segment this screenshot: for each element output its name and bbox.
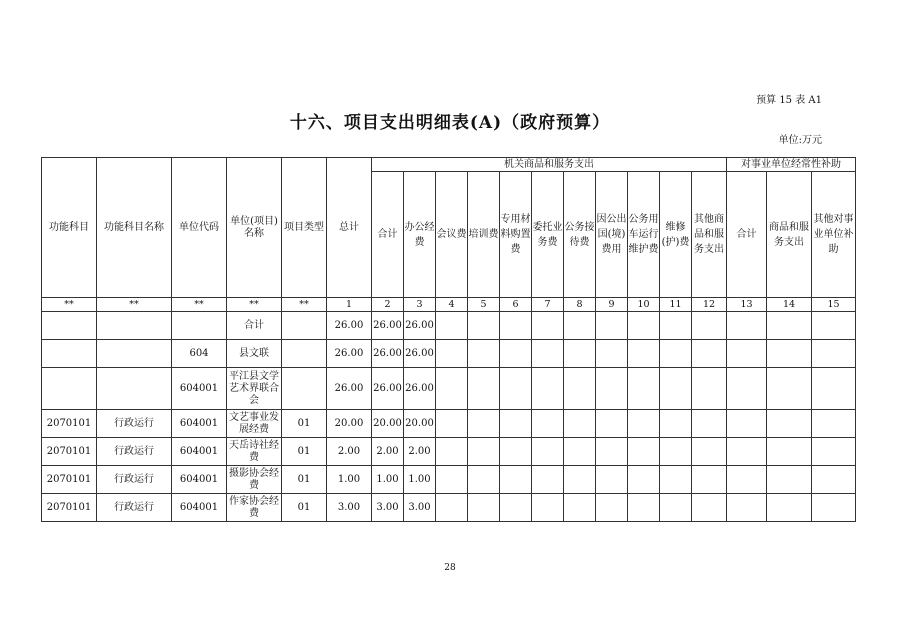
empty-cell bbox=[564, 494, 596, 522]
index-cell: 14 bbox=[767, 298, 812, 312]
empty-cell bbox=[532, 438, 564, 466]
table-row bbox=[42, 410, 856, 438]
unit-name-cell: 平江县文学艺术界联合会 bbox=[227, 368, 282, 410]
subtotal-cell: 26.00 bbox=[372, 340, 404, 368]
header-material-fee: 专用材料购置费 bbox=[500, 172, 532, 298]
empty-cell bbox=[500, 312, 532, 340]
empty-cell bbox=[436, 312, 468, 340]
empty-cell bbox=[727, 466, 767, 494]
total-cell: 2.00 bbox=[327, 438, 372, 466]
empty-cell bbox=[628, 410, 660, 438]
project-type-cell bbox=[282, 312, 327, 340]
empty-cell bbox=[767, 466, 812, 494]
empty-cell bbox=[500, 494, 532, 522]
empty-cell bbox=[767, 368, 812, 410]
empty-cell bbox=[532, 494, 564, 522]
function-code-cell: 2070101 bbox=[42, 410, 97, 438]
page-title: 十六、项目支出明细表(A)（政府预算） bbox=[289, 113, 611, 133]
empty-cell bbox=[727, 438, 767, 466]
subtotal-cell: 1.00 bbox=[372, 466, 404, 494]
empty-cell bbox=[628, 312, 660, 340]
function-code-cell: 2070101 bbox=[42, 466, 97, 494]
header-other-goods: 其他商品和服务支出 bbox=[692, 172, 727, 298]
total-cell: 20.00 bbox=[327, 410, 372, 438]
empty-cell bbox=[532, 410, 564, 438]
function-code-cell bbox=[42, 340, 97, 368]
empty-cell bbox=[468, 368, 500, 410]
empty-cell bbox=[660, 340, 692, 368]
subtotal-cell: 3.00 bbox=[372, 494, 404, 522]
unit-code-cell: 604001 bbox=[172, 368, 227, 410]
project-type-cell bbox=[282, 340, 327, 368]
empty-cell bbox=[812, 466, 856, 494]
empty-cell bbox=[596, 312, 628, 340]
empty-cell bbox=[692, 368, 727, 410]
empty-cell bbox=[767, 438, 812, 466]
empty-cell bbox=[564, 466, 596, 494]
index-cell: 5 bbox=[468, 298, 500, 312]
unit-label: 单位:万元 bbox=[778, 135, 822, 146]
function-code-cell: 2070101 bbox=[42, 438, 97, 466]
group-header-goods-services: 机关商品和服务支出 bbox=[372, 158, 727, 172]
empty-cell bbox=[500, 340, 532, 368]
empty-cell bbox=[596, 438, 628, 466]
empty-cell bbox=[532, 312, 564, 340]
empty-cell bbox=[500, 466, 532, 494]
header-overseas-fee: 因公出国(境)费用 bbox=[596, 172, 628, 298]
empty-cell bbox=[692, 340, 727, 368]
index-cell: ** bbox=[97, 298, 172, 312]
page-number: 28 bbox=[444, 563, 456, 573]
unit-name-cell: 文艺事业发展经费 bbox=[227, 410, 282, 438]
function-name-cell: 行政运行 bbox=[97, 494, 172, 522]
empty-cell bbox=[532, 466, 564, 494]
total-cell: 1.00 bbox=[327, 466, 372, 494]
empty-cell bbox=[468, 494, 500, 522]
total-cell: 3.00 bbox=[327, 494, 372, 522]
project-type-cell: 01 bbox=[282, 438, 327, 466]
header-function-name: 功能科目名称 bbox=[97, 158, 172, 298]
empty-cell bbox=[500, 410, 532, 438]
project-type-cell: 01 bbox=[282, 466, 327, 494]
office-fee-cell: 20.00 bbox=[404, 410, 436, 438]
empty-cell bbox=[628, 438, 660, 466]
index-cell: 3 bbox=[404, 298, 436, 312]
unit-code-cell: 604001 bbox=[172, 466, 227, 494]
index-cell: 2 bbox=[372, 298, 404, 312]
subtotal-cell: 26.00 bbox=[372, 368, 404, 410]
function-code-cell bbox=[42, 312, 97, 340]
empty-cell bbox=[596, 494, 628, 522]
total-cell: 26.00 bbox=[327, 340, 372, 368]
function-name-cell: 行政运行 bbox=[97, 438, 172, 466]
empty-cell bbox=[564, 438, 596, 466]
header-commission-fee: 委托业务费 bbox=[532, 172, 564, 298]
index-cell: 1 bbox=[327, 298, 372, 312]
empty-cell bbox=[692, 466, 727, 494]
office-fee-cell: 2.00 bbox=[404, 438, 436, 466]
project-type-cell: 01 bbox=[282, 494, 327, 522]
group-header-subsidy: 对事业单位经常性补助 bbox=[727, 158, 856, 172]
header-subsidy-goods: 商品和服务支出 bbox=[767, 172, 812, 298]
office-fee-cell: 26.00 bbox=[404, 312, 436, 340]
subtotal-cell: 2.00 bbox=[372, 438, 404, 466]
empty-cell bbox=[660, 368, 692, 410]
empty-cell bbox=[727, 340, 767, 368]
empty-cell bbox=[436, 410, 468, 438]
function-code-cell bbox=[42, 368, 97, 410]
empty-cell bbox=[468, 438, 500, 466]
empty-cell bbox=[812, 494, 856, 522]
unit-code-cell bbox=[172, 312, 227, 340]
index-cell: 6 bbox=[500, 298, 532, 312]
unit-code-cell: 604001 bbox=[172, 494, 227, 522]
empty-cell bbox=[436, 340, 468, 368]
index-cell: 13 bbox=[727, 298, 767, 312]
empty-cell bbox=[727, 312, 767, 340]
empty-cell bbox=[692, 438, 727, 466]
index-cell: 4 bbox=[436, 298, 468, 312]
header-meeting-fee: 会议费 bbox=[436, 172, 468, 298]
empty-cell bbox=[767, 340, 812, 368]
index-cell: 9 bbox=[596, 298, 628, 312]
empty-cell bbox=[500, 368, 532, 410]
empty-cell bbox=[660, 410, 692, 438]
index-row bbox=[42, 298, 856, 312]
empty-cell bbox=[628, 340, 660, 368]
empty-cell bbox=[812, 312, 856, 340]
index-cell: ** bbox=[282, 298, 327, 312]
unit-name-cell: 天岳诗社经费 bbox=[227, 438, 282, 466]
empty-cell bbox=[660, 494, 692, 522]
empty-cell bbox=[532, 368, 564, 410]
header-reception-fee: 公务接待费 bbox=[564, 172, 596, 298]
table-row bbox=[42, 438, 856, 466]
empty-cell bbox=[692, 410, 727, 438]
empty-cell bbox=[812, 340, 856, 368]
office-fee-cell: 3.00 bbox=[404, 494, 436, 522]
header-project-type: 项目类型 bbox=[282, 158, 327, 298]
table-row bbox=[42, 340, 856, 368]
empty-cell bbox=[812, 410, 856, 438]
empty-cell bbox=[812, 368, 856, 410]
function-name-cell: 行政运行 bbox=[97, 410, 172, 438]
total-cell: 26.00 bbox=[327, 368, 372, 410]
empty-cell bbox=[500, 438, 532, 466]
index-cell: 11 bbox=[660, 298, 692, 312]
function-name-cell: 行政运行 bbox=[97, 466, 172, 494]
empty-cell bbox=[727, 368, 767, 410]
header-total: 总计 bbox=[327, 158, 372, 298]
header-subsidy-other: 其他对事业单位补助 bbox=[812, 172, 856, 298]
empty-cell bbox=[596, 466, 628, 494]
unit-name-cell: 作家协会经费 bbox=[227, 494, 282, 522]
empty-cell bbox=[767, 312, 812, 340]
empty-cell bbox=[596, 340, 628, 368]
empty-cell bbox=[564, 368, 596, 410]
empty-cell bbox=[660, 312, 692, 340]
function-name-cell bbox=[97, 368, 172, 410]
unit-code-cell: 604 bbox=[172, 340, 227, 368]
empty-cell bbox=[596, 368, 628, 410]
empty-cell bbox=[692, 494, 727, 522]
empty-cell bbox=[564, 312, 596, 340]
function-code-cell: 2070101 bbox=[42, 494, 97, 522]
header-unit-name: 单位(项目)名称 bbox=[227, 158, 282, 298]
empty-cell bbox=[436, 368, 468, 410]
header-subsidy-total: 合计 bbox=[727, 172, 767, 298]
empty-cell bbox=[596, 410, 628, 438]
office-fee-cell: 26.00 bbox=[404, 340, 436, 368]
project-type-cell bbox=[282, 368, 327, 410]
total-cell: 26.00 bbox=[327, 312, 372, 340]
empty-cell bbox=[767, 410, 812, 438]
expenditure-table bbox=[41, 157, 856, 522]
unit-name-cell: 县文联 bbox=[227, 340, 282, 368]
subtotal-cell: 20.00 bbox=[372, 410, 404, 438]
empty-cell bbox=[564, 340, 596, 368]
empty-cell bbox=[660, 438, 692, 466]
table-row bbox=[42, 368, 856, 410]
index-cell: 15 bbox=[812, 298, 856, 312]
index-cell: ** bbox=[172, 298, 227, 312]
header-function-code: 功能科目 bbox=[42, 158, 97, 298]
empty-cell bbox=[436, 438, 468, 466]
header-vehicle-fee: 公务用车运行维护费 bbox=[628, 172, 660, 298]
empty-cell bbox=[468, 340, 500, 368]
empty-cell bbox=[812, 438, 856, 466]
office-fee-cell: 1.00 bbox=[404, 466, 436, 494]
empty-cell bbox=[564, 410, 596, 438]
empty-cell bbox=[532, 340, 564, 368]
table-row bbox=[42, 494, 856, 522]
empty-cell bbox=[468, 466, 500, 494]
header-training-fee: 培训费 bbox=[468, 172, 500, 298]
function-name-cell bbox=[97, 312, 172, 340]
empty-cell bbox=[727, 494, 767, 522]
header-office-fee: 办公经费 bbox=[404, 172, 436, 298]
header-subtotal: 合计 bbox=[372, 172, 404, 298]
empty-cell bbox=[468, 410, 500, 438]
empty-cell bbox=[660, 466, 692, 494]
office-fee-cell: 26.00 bbox=[404, 368, 436, 410]
project-type-cell: 01 bbox=[282, 410, 327, 438]
unit-name-cell: 合计 bbox=[227, 312, 282, 340]
empty-cell bbox=[767, 494, 812, 522]
empty-cell bbox=[436, 494, 468, 522]
empty-cell bbox=[468, 312, 500, 340]
unit-name-cell: 摄影协会经费 bbox=[227, 466, 282, 494]
index-cell: ** bbox=[42, 298, 97, 312]
unit-code-cell: 604001 bbox=[172, 410, 227, 438]
index-cell: 10 bbox=[628, 298, 660, 312]
index-cell: ** bbox=[227, 298, 282, 312]
index-cell: 12 bbox=[692, 298, 727, 312]
subtotal-cell: 26.00 bbox=[372, 312, 404, 340]
empty-cell bbox=[727, 410, 767, 438]
function-name-cell bbox=[97, 340, 172, 368]
empty-cell bbox=[628, 466, 660, 494]
table-tag: 预算 15 表 A1 bbox=[756, 95, 822, 106]
unit-code-cell: 604001 bbox=[172, 438, 227, 466]
empty-cell bbox=[692, 312, 727, 340]
empty-cell bbox=[436, 466, 468, 494]
table-row bbox=[42, 312, 856, 340]
header-unit-code: 单位代码 bbox=[172, 158, 227, 298]
header-maintenance-fee: 维修(护)费 bbox=[660, 172, 692, 298]
empty-cell bbox=[628, 368, 660, 410]
table-row bbox=[42, 466, 856, 494]
index-cell: 7 bbox=[532, 298, 564, 312]
index-cell: 8 bbox=[564, 298, 596, 312]
empty-cell bbox=[628, 494, 660, 522]
